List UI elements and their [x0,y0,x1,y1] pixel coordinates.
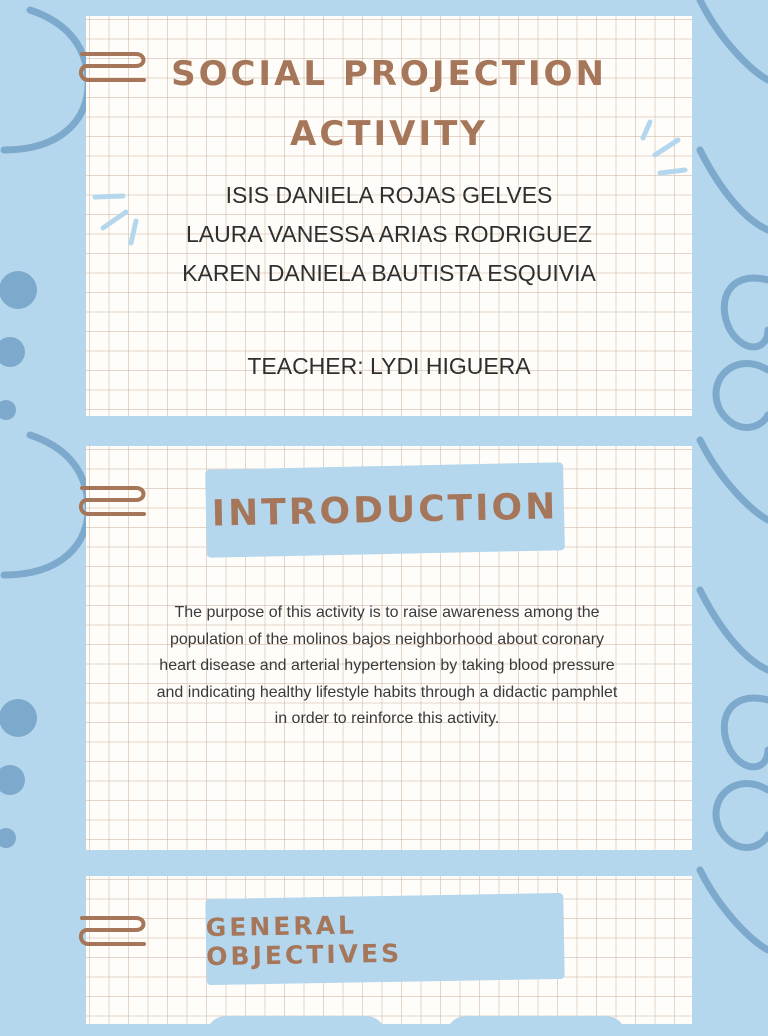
team-members [86,176,692,293]
paragraph-line: in order to reinforce this activity. [274,710,500,727]
objectives-banner [205,893,564,985]
introduction-heading: INTRODUCTION [211,485,559,535]
slide-title-line1: SOCIAL PROJECTION [171,54,607,94]
introduction-paragraph [120,600,654,733]
paperclip-icon [74,50,154,94]
objectives-card-edge [206,1016,386,1036]
slide-title-line2: ACTIVITY [290,114,488,154]
objectives-heading: GENERAL OBJECTIVES [205,910,403,972]
slide-title [86,16,692,416]
teacher-name: TEACHER: LYDI HIGUERA [247,353,531,379]
member-name: LAURA VANESSA ARIAS RODRIGUEZ [185,221,593,247]
paragraph-line: population of the molinos bajos neighborhood about coronary [169,630,605,648]
paragraph-line: and indicating healthy lifestyle habits through a didactic pamphlet [156,683,618,701]
spiral-scribble-icon [716,278,768,427]
paragraph-line: The purpose of this activity is to raise awareness among the [174,604,600,621]
slide-general-objectives [86,876,692,1024]
introduction-banner [205,462,565,557]
paperclip-icon [74,484,154,528]
paragraph-line: heart disease and arterial hypertension by taking blood pressure [159,657,615,674]
paperclip-icon [74,914,154,958]
member-name: KAREN DANIELA BAUTISTA ESQUIVIA [182,260,596,286]
member-name: ISIS DANIELA ROJAS GELVES [225,182,553,208]
objectives-card-edge [446,1016,626,1036]
